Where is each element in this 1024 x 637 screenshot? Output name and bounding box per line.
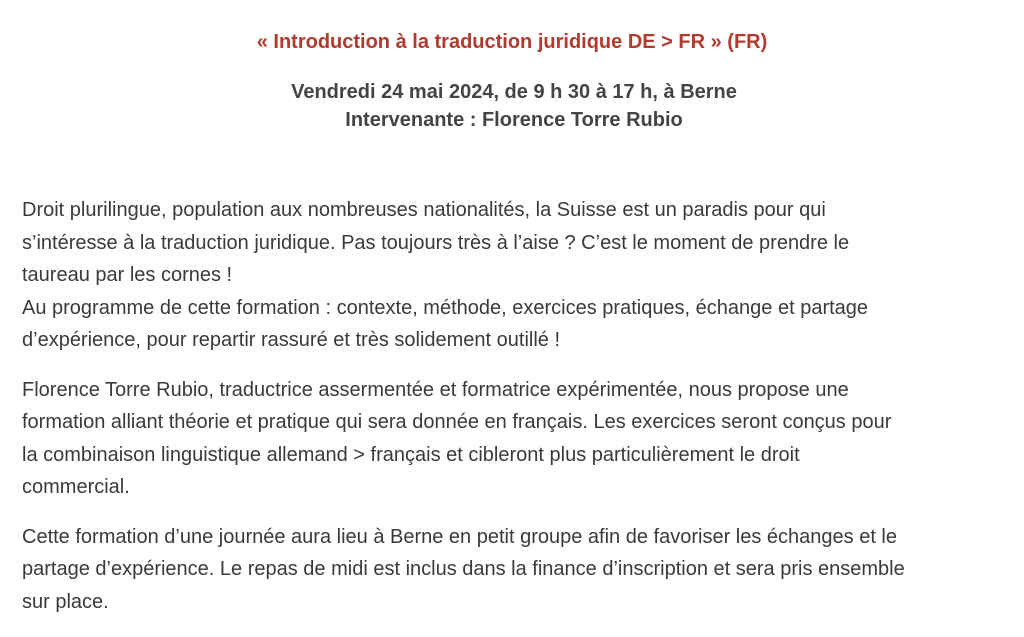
course-date-line: Vendredi 24 mai 2024, de 9 h 30 à 17 h, à Berne — [291, 81, 737, 103]
paragraph-line: la combinaison linguistique allemand > français et cibleront plus particulièrement le droit — [22, 443, 800, 466]
paragraph-line: Florence Torre Rubio, traductrice assermentée et formatrice expérimentée, nous propose une — [22, 378, 849, 401]
paragraph-line: s’intéresse à la traduction juridique. Pas toujours très à l’aise ? C’est le moment de prendre le — [22, 231, 850, 254]
paragraph-logistics — [22, 521, 1012, 619]
paragraph-line: taureau par les cornes ! — [22, 264, 233, 286]
paragraph-line: d’expérience, pour repartir rassuré et très solidement outillé ! — [22, 329, 561, 351]
paragraph-line: Droit plurilingue, population aux nombreuses nationalités, la Suisse est un paradis pour qui — [22, 199, 826, 221]
course-description — [22, 194, 1012, 635]
paragraph-line: Cette formation d’une journée aura lieu à Berne en petit groupe afin de favoriser les échanges et le — [22, 525, 897, 548]
paragraph-line: Au programme de cette formation : contexte, méthode, exercices pratiques, échange et partage — [22, 296, 869, 319]
course-meta — [0, 78, 1024, 134]
paragraph-line: formation alliant théorie et pratique qui sera donnée en français. Les exercices seront conçus pour — [22, 411, 892, 433]
paragraph-line: commercial. — [22, 476, 130, 498]
course-title: « Introduction à la traduction juridique DE > FR » (FR) — [256, 31, 768, 53]
course-speaker-line: Intervenante : Florence Torre Rubio — [345, 109, 683, 131]
paragraph-line: partage d’expérience. Le repas de midi est inclus dans la finance d’inscription et sera pris ensemble — [22, 558, 905, 580]
paragraph-intro — [22, 194, 1012, 357]
paragraph-trainer — [22, 374, 1012, 504]
paragraph-line: sur place. — [22, 590, 109, 613]
